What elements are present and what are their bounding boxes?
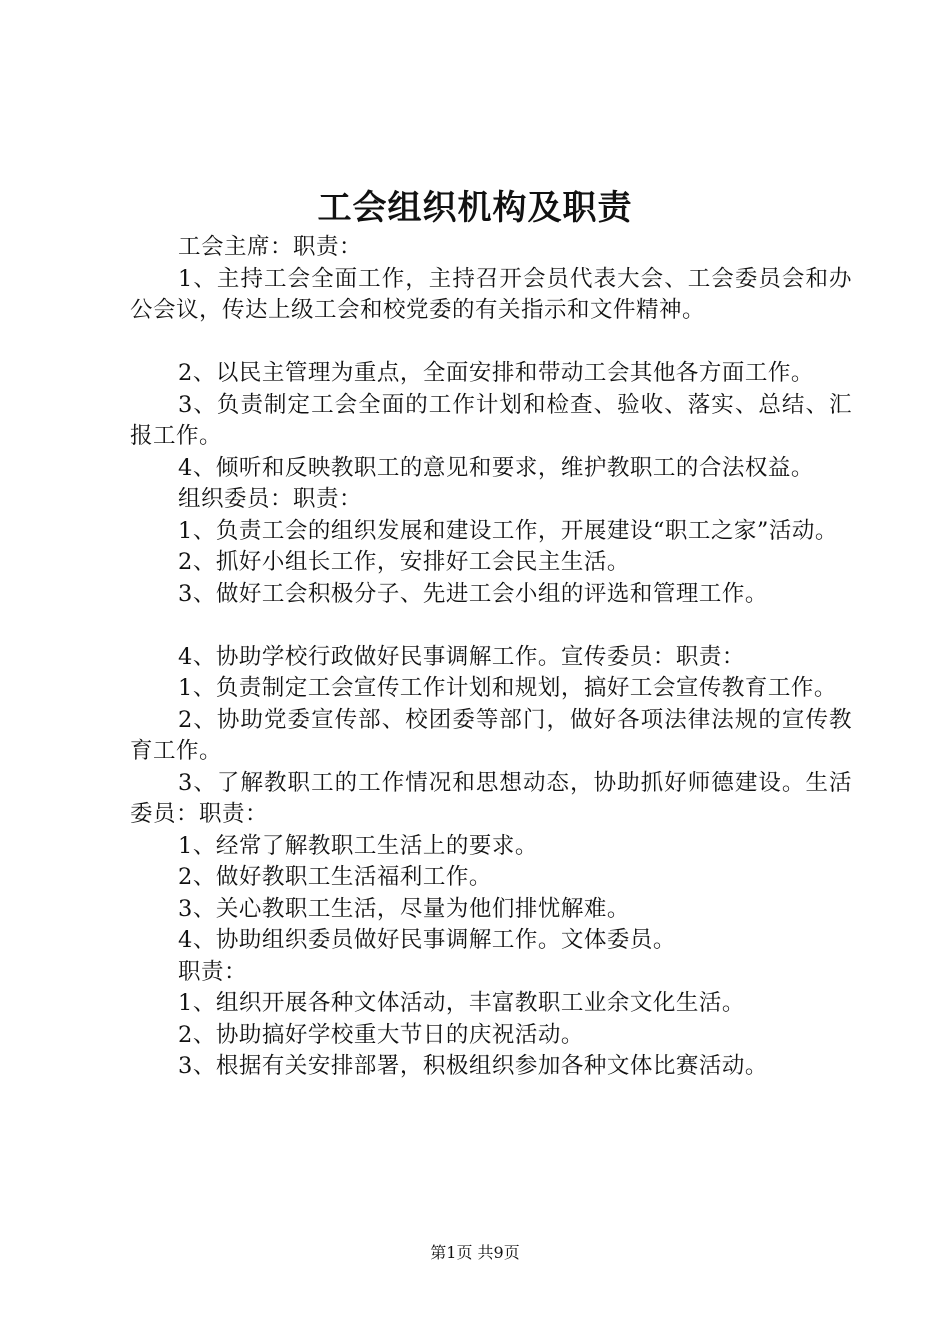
section-heading-chairman: 工会主席：职责： xyxy=(178,234,363,260)
paragraph: 1、主持工会全面工作，主持召开会员代表大会、工会委员会和办公会议，传达上级工会和校党委的有关指示和文件精神。 xyxy=(130,265,852,323)
document-title: 工会组织机构及职责 xyxy=(317,188,633,228)
paragraph: 1、经常了解教职工生活上的要求。 xyxy=(178,832,538,859)
page-number-footer: 第1页 共9页 xyxy=(430,1243,520,1262)
section-heading-duties: 职责： xyxy=(178,958,248,985)
paragraph-spacer xyxy=(130,327,852,359)
paragraph: 2、抓好小组长工作，安排好工会民主生活。 xyxy=(178,549,630,575)
section-heading-organization: 组织委员：职责： xyxy=(178,486,363,512)
paragraph: 2、协助搞好学校重大节日的庆祝活动。 xyxy=(178,1021,584,1048)
paragraph: 2、做好教职工生活福利工作。 xyxy=(178,864,492,890)
paragraph: 1、组织开展各种文体活动，丰富教职工业余文化生活。 xyxy=(178,990,745,1016)
paragraph: 3、负责制定工会全面的工作计划和检查、验收、落实、总结、汇报工作。 xyxy=(130,391,852,449)
paragraph: 3、根据有关安排部署，积极组织参加各种文体比赛活动。 xyxy=(178,1053,768,1079)
paragraph-spacer xyxy=(130,610,852,642)
paragraph: 1、负责制定工会宣传工作计划和规划，搞好工会宣传教育工作。 xyxy=(178,675,837,701)
paragraph: 3、做好工会积极分子、先进工会小组的评选和管理工作。 xyxy=(178,580,768,607)
paragraph: 1、负责工会的组织发展和建设工作，开展建设“职工之家”活动。 xyxy=(178,517,838,544)
paragraph: 2、以民主管理为重点，全面安排和带动工会其他各方面工作。 xyxy=(178,360,814,386)
paragraph: 4、协助学校行政做好民事调解工作。宣传委员：职责： xyxy=(178,643,745,670)
paragraph: 2、协助党委宣传部、校团委等部门，做好各项法律法规的宣传教育工作。 xyxy=(130,706,852,764)
paragraph: 3、关心教职工生活，尽量为他们排忧解难。 xyxy=(178,895,630,922)
paragraph: 4、协助组织委员做好民事调解工作。文体委员。 xyxy=(178,927,676,953)
paragraph: 3、了解教职工的工作情况和思想动态，协助抓好师德建设。生活委员：职责： xyxy=(130,769,852,827)
document-body xyxy=(130,232,852,1083)
paragraph: 4、倾听和反映教职工的意见和要求，维护教职工的合法权益。 xyxy=(178,454,814,481)
